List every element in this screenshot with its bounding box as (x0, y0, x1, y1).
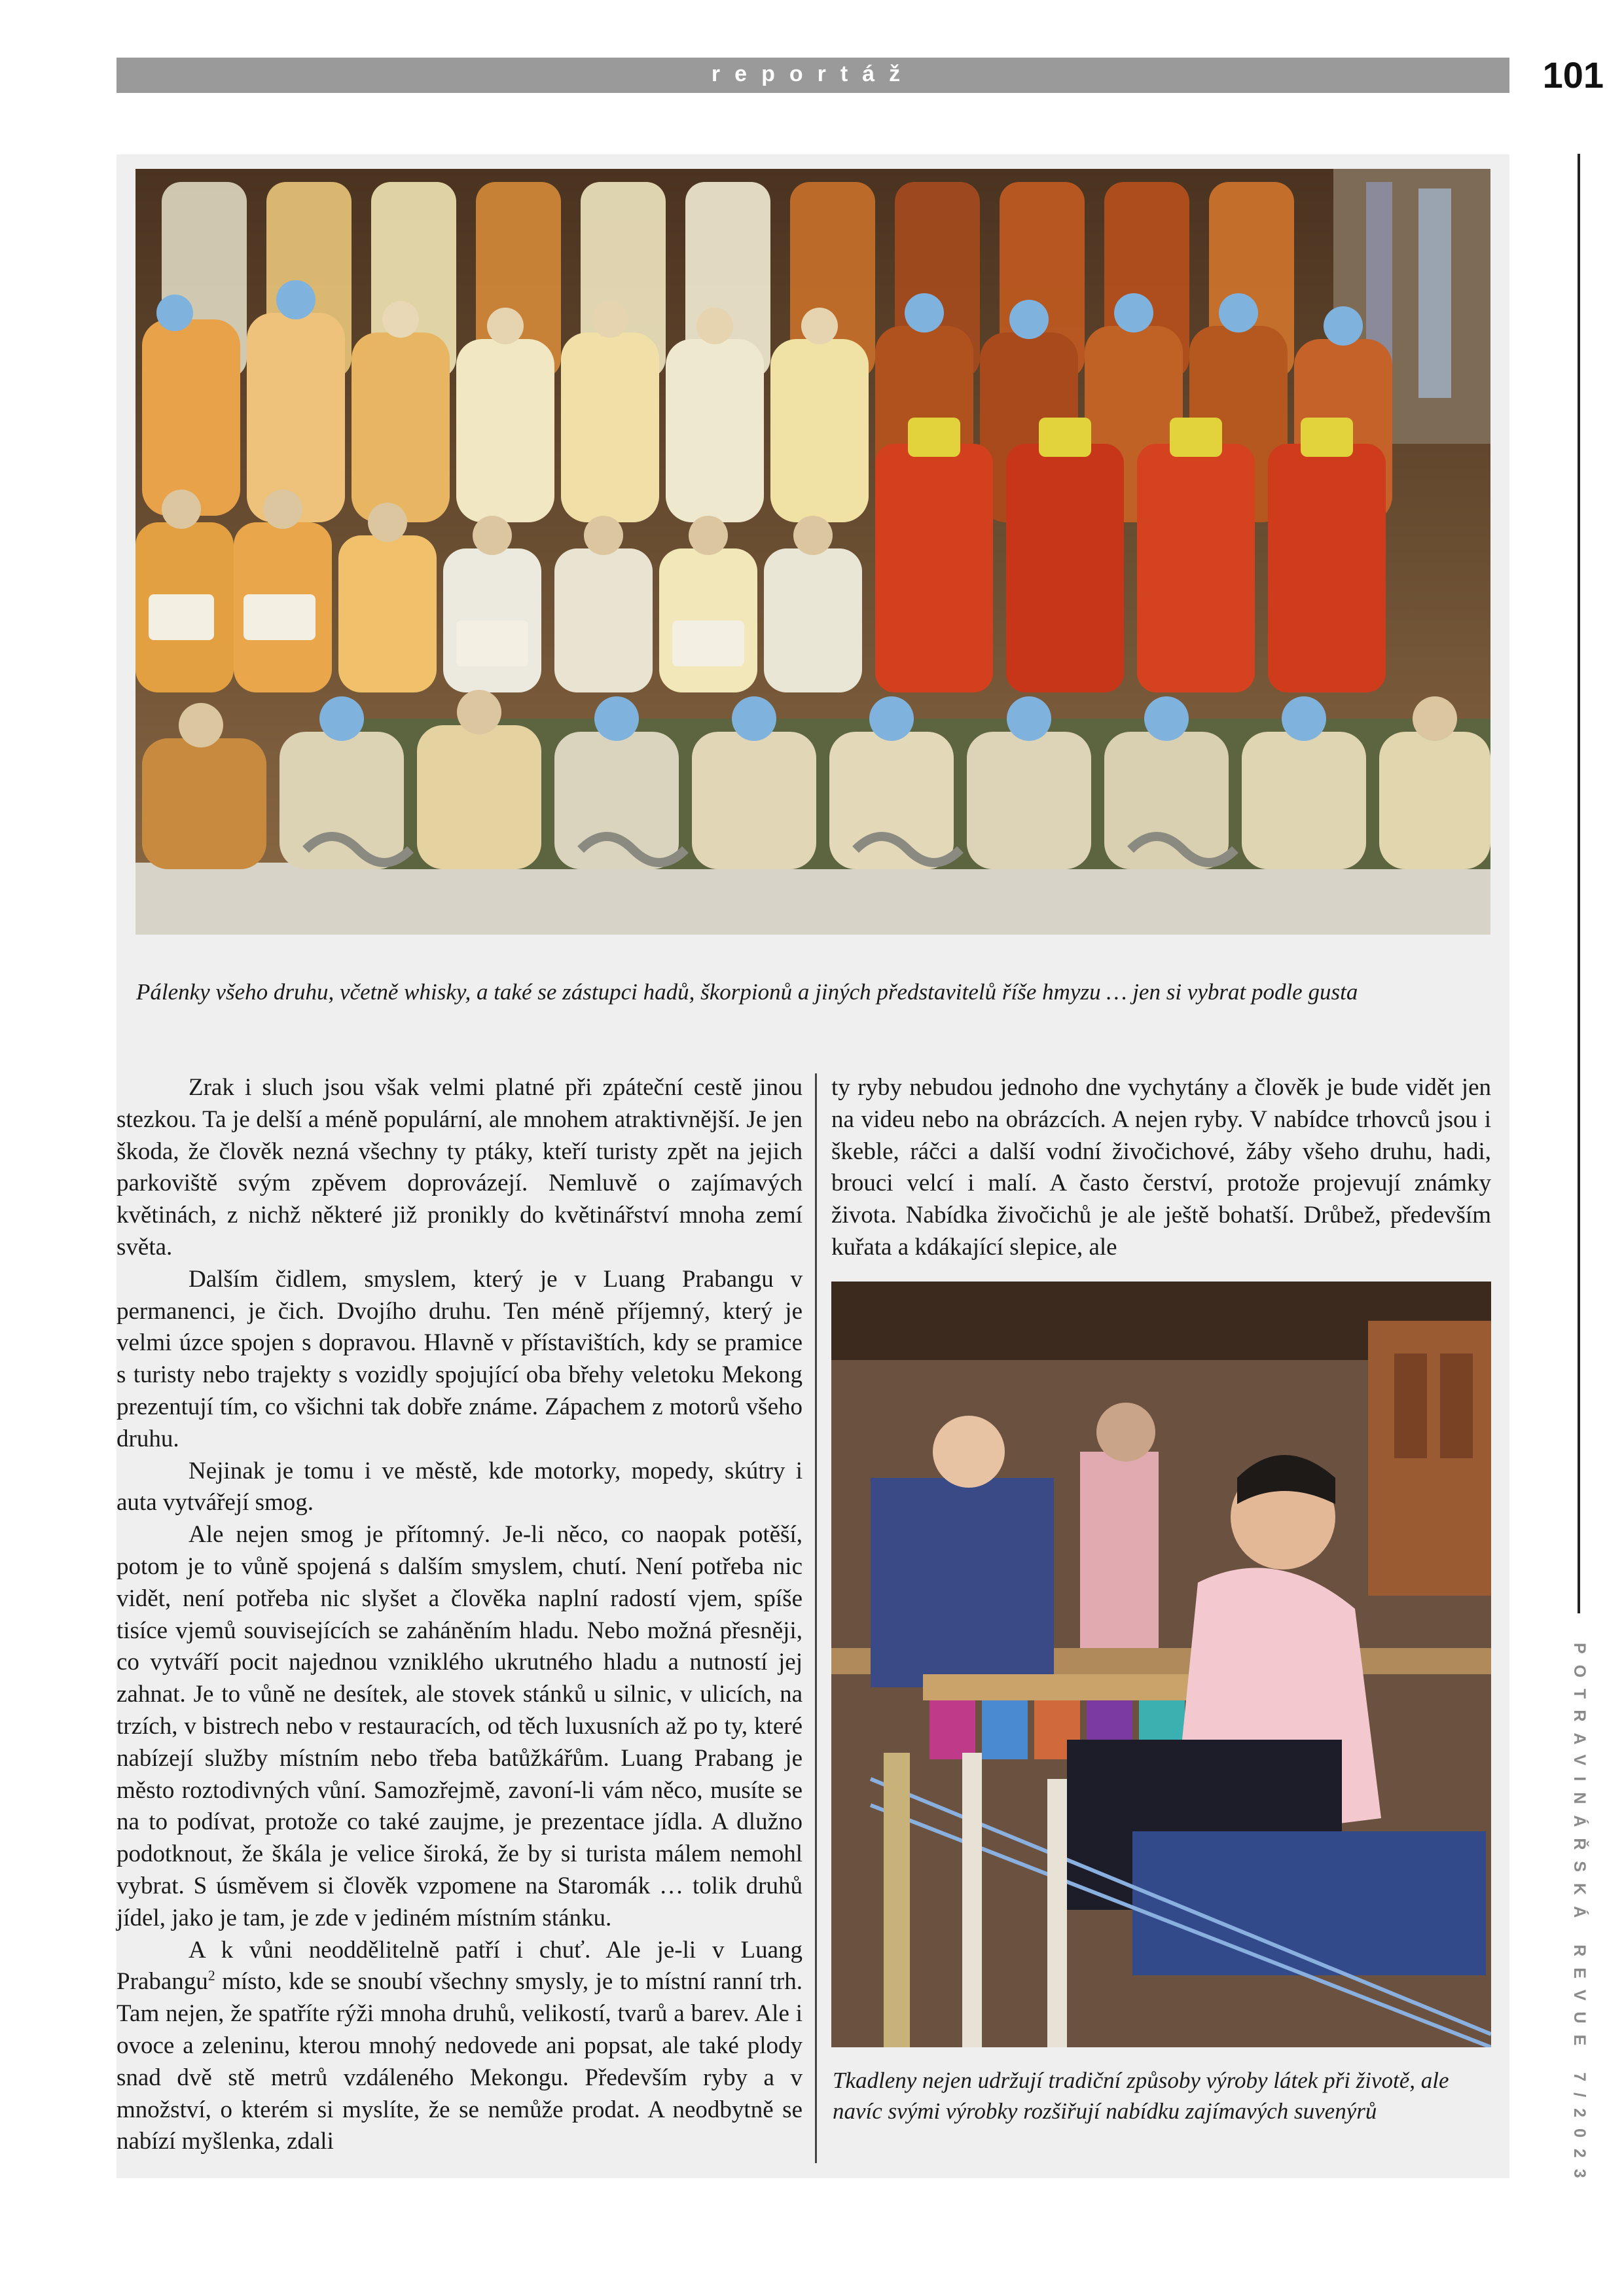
article-column-left (117, 1072, 803, 2158)
bottles-photo (135, 169, 1490, 935)
column-divider (815, 1073, 817, 2163)
article-column-right (831, 1072, 1491, 1264)
paragraph (117, 1935, 803, 2159)
page-number: 101 (1542, 54, 1604, 96)
paragraph: ty ryby nebudou jednoho dne vychytány a člověk je bude vidět jen na videu nebo na obrázcích. A nejen ryby. V nabídce trhovců jsou i škeble, ráčci a další vodní živočichové, žáby všeho druhu, hadi, brouci velcí i malí. A často čerství, protože projevují známky života. Nabídka živočichů je ale ještě bohatší. Drůbež, především kuřata a kdákající slepice, ale (831, 1074, 1491, 1261)
journal-name: POTRAVINÁŘSKÁ REVUE 7/2023 (1570, 1643, 1589, 2189)
paragraph: Dalším čidlem, smyslem, který je v Luang Prabangu v permanenci, je čich. Dvojího druhu. Ten méně příjemný, který je velmi úzce spojen s dopravou. Hlavně v přístavištích, kdy se pramice s turisty nebo trajekty s vozidly spojující oba břehy veletoku Mekong prezentují tím, co všichni tak dobře známe. Zápachem z motorů všeho druhu. (117, 1265, 803, 1452)
footnote-marker: 2 (208, 1967, 215, 1984)
weavers-photo (831, 1282, 1491, 2047)
paragraph: Nejinak je tomu i ve městě, kde motorky, mopedy, skútry i auta vytvářejí smog. (117, 1457, 803, 1516)
journal-vertical-label (1555, 1643, 1600, 2189)
section-label: reportáž (711, 62, 915, 86)
section-header-bar (117, 58, 1509, 93)
paragraph: Zrak i sluch jsou však velmi platné při zpáteční cestě jinou stezkou. Ta je delší a méně populární, ale mnohem atraktivnější. Je jen škoda, že člověk nezná všechny ty ptáky, kteří turisty zpět na jejich parkoviště svým zpěvem doprovázejí. Nemluvě o zajímavých květinách, z nichž některé již pronikly do květinářství mnoha zemí světa. (117, 1074, 803, 1261)
bottles-illustration (135, 169, 1490, 935)
paragraph: Ale nejen smog je přítomný. Je-li něco, co naopak potěší, potom je to vůně spojená s dalším smyslem, chutí. Není potřeba nic vidět, není potřeba nic slyšet a člověka naplní radostí vjem, spíše tisíce vjemů souvisejících se zaháněním hladu. Nebo možná přesněji, co vytváří pocit najednou vzniklého ukrutného hladu a nutností jej zahnat. Je to vůně ne desítek, ale stovek stánků u silnic, v ulicích, na trzích, v bistrech nebo v restauracích, od těch luxusních až po ty, které nabízejí služby místním nebo třeba batůžkářům. Luang Prabang je město roztodivných vůní. Samozřejmě, zavoní-li vám něco, musíte se na to podívat, protože co také zaujme, je prezentace jídla. A dlužno podotknout, že škála je velice široká, že by si turista málem nemohl vybrat. S úsměvem si člověk vzpomene na Staromák … tolik druhů jídel, jako je tam, je zde v jediném místním stánku. (117, 1521, 803, 1931)
weavers-illustration (831, 1282, 1491, 2047)
paragraph-text: A k vůni neoddělitelně patří i chuť. Ale je-li v Luang Prabangu (117, 1936, 803, 1996)
side-rule (1578, 154, 1580, 1613)
paragraph-text: místo, kde se snoubí všechny smysly, je to místní ranní trh. Tam nejen, že spatříte rýži mnoha druhů, velikostí, tvarů a barev. Ale i ovoce a zeleninu, kterou mnohý nedovede ani popsat, ale také plody snad dvě stě metrů vzdáleného Mekongu. Především ryby a v množství, o kterém si myslíte, že se nemůže prodat. A neodbytně se nabízí myšlenka, zdali (117, 1968, 803, 2155)
caption-top: Pálenky všeho druhu, včetně whisky, a také se zástupci hadů, škorpionů a jiných představitelů říše hmyzu … jen si vybrat podle gusta (136, 979, 1358, 1005)
caption-bottom: Tkadleny nejen udržují tradiční způsoby výroby látek při životě, ale navíc svými výrobky rozšiřují nabídku zajímavých suvenýrů (833, 2068, 1449, 2124)
